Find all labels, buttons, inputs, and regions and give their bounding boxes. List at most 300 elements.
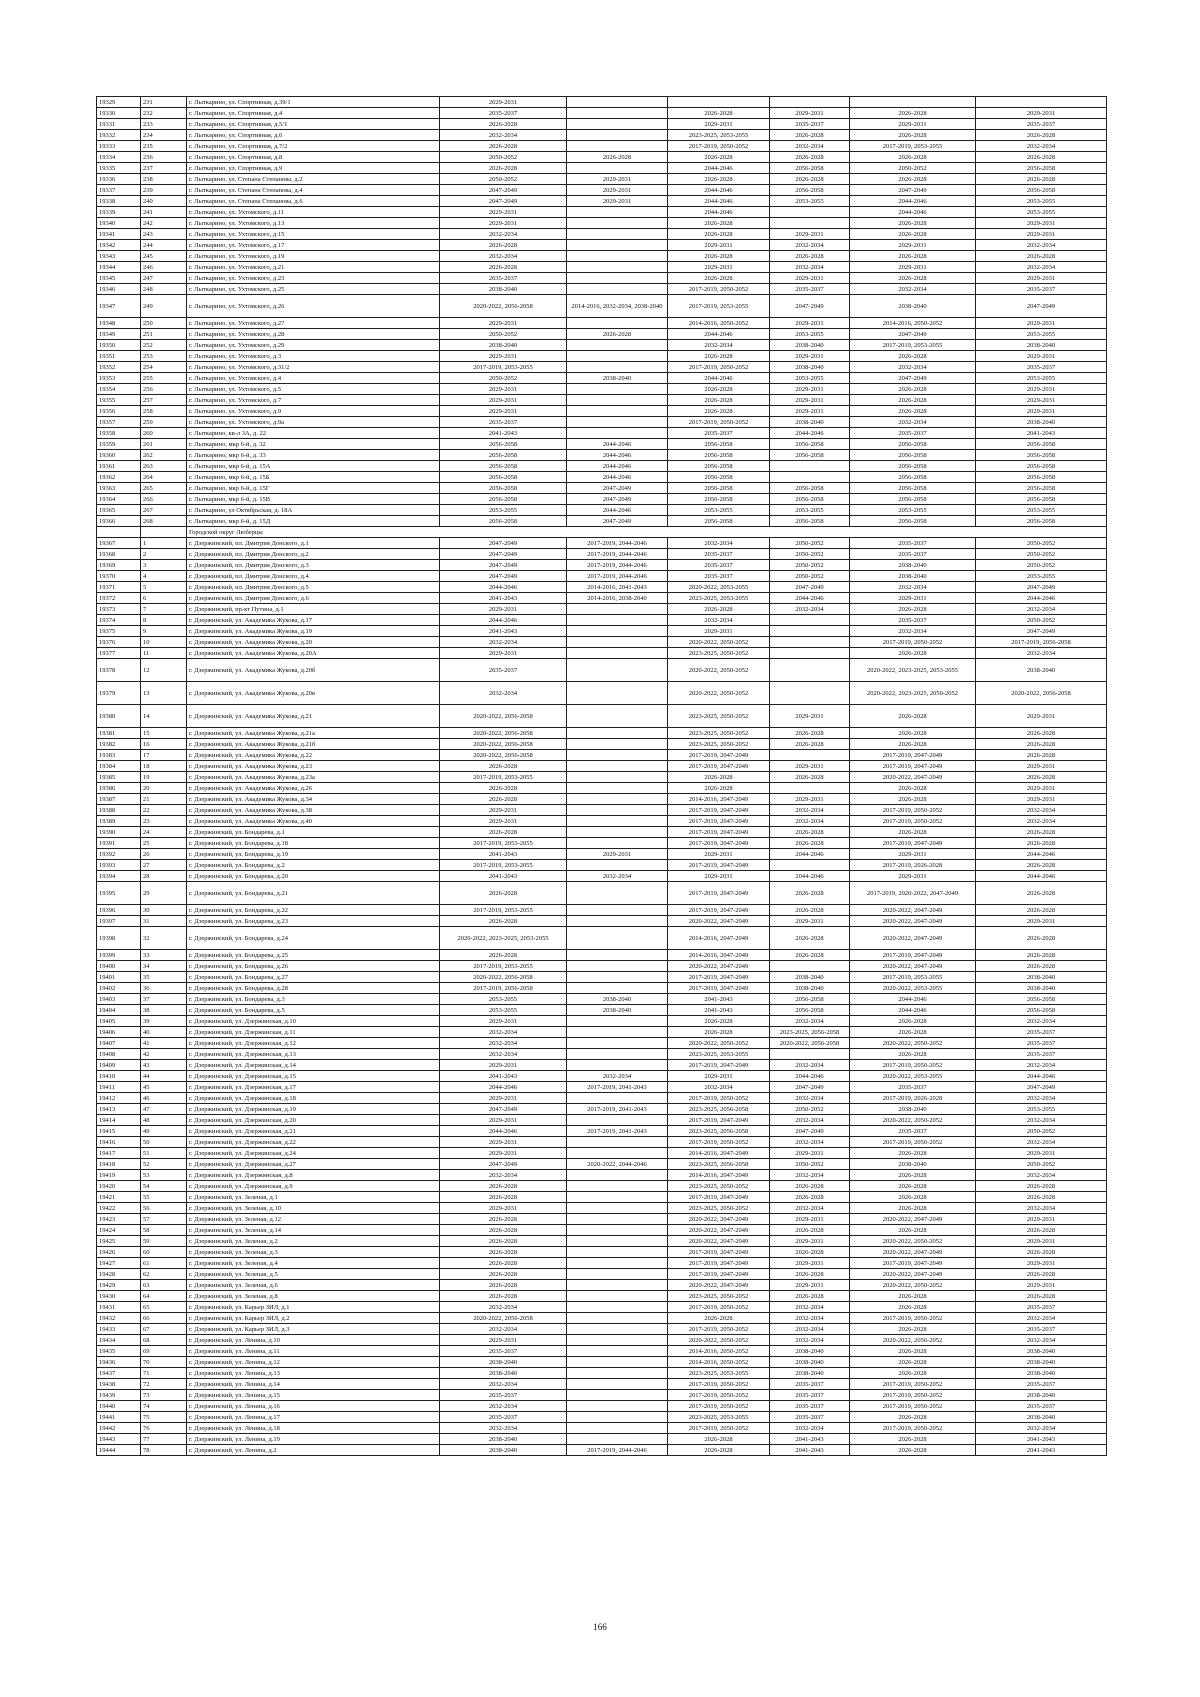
table-cell: г. Дзержинский, ул. Ленина, д.13: [187, 1368, 440, 1379]
table-cell: 2038-2040: [770, 983, 850, 994]
table-cell: 19373: [97, 604, 141, 615]
table-cell: 2026-2028: [440, 1214, 567, 1225]
table-cell: 2053-2055: [976, 329, 1107, 340]
table-cell: 2026-2028: [770, 1192, 850, 1203]
table-cell: 2032-2034: [976, 1137, 1107, 1148]
table-cell: 2014-2016, 2041-2043: [567, 582, 668, 593]
table-cell: 2029-2031: [440, 1137, 567, 1148]
table-cell: 19339: [97, 207, 141, 218]
table-row: [97, 1269, 1107, 1280]
table-cell: [567, 615, 668, 626]
table-cell: 57: [141, 1214, 187, 1225]
table-cell: 2026-2028: [770, 130, 850, 141]
table-cell: 2026-2028: [976, 860, 1107, 871]
table-cell: [567, 108, 668, 119]
table-cell: 2047-2049: [440, 1159, 567, 1170]
table-cell: 6: [141, 593, 187, 604]
schedule-table-body: [97, 97, 1107, 1456]
table-cell: 2029-2031: [850, 849, 976, 860]
table-cell: [668, 97, 770, 108]
table-cell: 2047-2049: [440, 560, 567, 571]
table-row: [97, 1302, 1107, 1313]
table-cell: 2029-2031: [770, 351, 850, 362]
table-cell: 2032-2034: [668, 1082, 770, 1093]
table-cell: [567, 229, 668, 240]
table-cell: 2047-2049: [440, 549, 567, 560]
table-cell: 2056-2058: [976, 483, 1107, 494]
table-cell: 2038-2040: [976, 1346, 1107, 1357]
table-cell: 19350: [97, 340, 141, 351]
table-cell: 19338: [97, 196, 141, 207]
table-cell: 262: [141, 450, 187, 461]
table-cell: [770, 961, 850, 972]
table-cell: 75: [141, 1412, 187, 1423]
table-cell: 2017-2019, 2047-2049: [668, 983, 770, 994]
table-cell: 2029-2031: [976, 783, 1107, 794]
table-cell: 2020-2022, 2047-2049: [668, 1236, 770, 1247]
table-cell: [850, 97, 976, 108]
table-cell: 268: [141, 516, 187, 527]
table-cell: 2056-2058: [770, 439, 850, 450]
table-cell: 2032-2034: [976, 816, 1107, 827]
table-cell: 19442: [97, 1423, 141, 1434]
table-cell: 2026-2028: [850, 1302, 976, 1313]
table-cell: 2029-2031: [976, 351, 1107, 362]
table-cell: 2038-2040: [440, 1445, 567, 1456]
table-cell: 2026-2028: [976, 1269, 1107, 1280]
table-cell: 2023-2025, 2056-2058: [668, 1159, 770, 1170]
table-cell: 2038-2040: [976, 659, 1107, 682]
table-cell: 260: [141, 428, 187, 439]
table-cell: 2017-2019, 2026-2028: [850, 860, 976, 871]
table-cell: 2044-2046: [850, 1005, 976, 1016]
table-row: [97, 1445, 1107, 1456]
table-cell: [567, 395, 668, 406]
table-cell: 19341: [97, 229, 141, 240]
table-cell: 2029-2031: [668, 849, 770, 860]
table-row: [97, 794, 1107, 805]
table-cell: 2053-2055: [976, 571, 1107, 582]
table-cell: 235: [141, 141, 187, 152]
table-cell: г. Дзержинский, ул. Ленина, д.15: [187, 1390, 440, 1401]
table-cell: 2017-2019, 2026-2028: [850, 1093, 976, 1104]
table-cell: 2029-2031: [440, 1148, 567, 1159]
table-cell: 2038-2040: [770, 972, 850, 983]
table-cell: 43: [141, 1060, 187, 1071]
table-cell: 2014-2016, 2032-2034, 2038-2040: [567, 295, 668, 318]
table-cell: 2023-2025, 2050-2052: [668, 1291, 770, 1302]
table-row: [97, 1159, 1107, 1170]
table-cell: г. Дзержинский, ул. Бондарева, д.5: [187, 1005, 440, 1016]
table-cell: 2056-2058: [668, 472, 770, 483]
table-cell: 19382: [97, 739, 141, 750]
table-cell: 2029-2031: [440, 395, 567, 406]
table-cell: [567, 1291, 668, 1302]
table-cell: 19379: [97, 682, 141, 705]
table-cell: 2032-2034: [976, 648, 1107, 659]
table-cell: 2056-2058: [668, 450, 770, 461]
table-row: [97, 593, 1107, 604]
table-cell: г. Дзержинский, ул. Дзержинская, д.8: [187, 1170, 440, 1181]
table-row: [97, 1126, 1107, 1137]
table-cell: г. Лыткарино, ул. Степана Степанова, д.2: [187, 174, 440, 185]
table-cell: 2020-2022, 2050-2052: [850, 1038, 976, 1049]
table-cell: 261: [141, 439, 187, 450]
table-cell: 2035-2037: [770, 284, 850, 295]
table-cell: [567, 838, 668, 849]
table-cell: 19441: [97, 1412, 141, 1423]
table-cell: 19360: [97, 450, 141, 461]
table-cell: г. Дзержинский, ул. Бондарева, д.19: [187, 849, 440, 860]
table-cell: 2029-2031: [850, 593, 976, 604]
table-cell: 2026-2028: [668, 108, 770, 119]
table-cell: 2029-2031: [770, 916, 850, 927]
table-cell: 2029-2031: [770, 384, 850, 395]
table-cell: 2026-2028: [770, 739, 850, 750]
table-cell: 2035-2037: [850, 1082, 976, 1093]
table-row: [97, 483, 1107, 494]
table-cell: г. Лыткарино, ул. Ухтомского, д.29: [187, 340, 440, 351]
section-title: Городской округ Люберцы: [187, 527, 1107, 538]
table-cell: 2041-2043: [976, 1434, 1107, 1445]
table-cell: 2050-2052: [770, 571, 850, 582]
table-cell: 248: [141, 284, 187, 295]
table-cell: 2053-2055: [770, 505, 850, 516]
table-cell: 2056-2058: [770, 185, 850, 196]
table-cell: 19395: [97, 882, 141, 905]
table-cell: 2029-2031: [440, 604, 567, 615]
schedule-sheet: [96, 96, 1106, 1456]
table-cell: 19345: [97, 273, 141, 284]
table-cell: 47: [141, 1104, 187, 1115]
table-cell: 2026-2028: [668, 604, 770, 615]
table-cell: 2032-2034: [770, 1335, 850, 1346]
table-row: [97, 648, 1107, 659]
table-cell: 19361: [97, 461, 141, 472]
table-cell: 2017-2019, 2053-2055: [850, 141, 976, 152]
table-cell: 2026-2028: [850, 1412, 976, 1423]
table-cell: 2026-2028: [440, 761, 567, 772]
table-cell: 2035-2037: [976, 1401, 1107, 1412]
table-row: [97, 450, 1107, 461]
table-cell: 19353: [97, 373, 141, 384]
table-cell: 2056-2058: [440, 483, 567, 494]
table-cell: 19387: [97, 794, 141, 805]
table-cell: г. Дзержинский, ул. Дзержинская, д.14: [187, 1060, 440, 1071]
table-cell: 2032-2034: [976, 805, 1107, 816]
table-cell: 2044-2046: [976, 871, 1107, 882]
table-row: [97, 174, 1107, 185]
table-cell: г. Дзержинский, ул. Ленина, д.2: [187, 1445, 440, 1456]
table-cell: 2029-2031: [976, 395, 1107, 406]
table-cell: 2020-2022, 2023-2025, 2050-2052: [850, 682, 976, 705]
table-cell: [567, 761, 668, 772]
table-cell: 2026-2028: [770, 882, 850, 905]
table-cell: 2044-2046: [976, 1071, 1107, 1082]
table-cell: 2020-2022, 2056-2058: [770, 1038, 850, 1049]
table-cell: 2038-2040: [976, 983, 1107, 994]
table-cell: 2044-2046: [976, 593, 1107, 604]
table-cell: 19410: [97, 1071, 141, 1082]
table-cell: 239: [141, 185, 187, 196]
table-cell: г. Лыткарино, ул. Ухтомского, д.23: [187, 273, 440, 284]
table-cell: 2014-2016, 2047-2049: [668, 1148, 770, 1159]
table-cell: 19362: [97, 472, 141, 483]
table-cell: 2056-2058: [668, 516, 770, 527]
table-cell: 19399: [97, 950, 141, 961]
table-cell: [567, 1434, 668, 1445]
table-row: [97, 571, 1107, 582]
table-cell: 2020-2022, 2047-2049: [850, 916, 976, 927]
table-cell: 2026-2028: [850, 1049, 976, 1060]
table-cell: 19414: [97, 1115, 141, 1126]
table-cell: г. Дзержинский, ул. Зеленая, д.1: [187, 1192, 440, 1203]
table-cell: [567, 705, 668, 728]
table-cell: 35: [141, 972, 187, 983]
table-cell: 19331: [97, 119, 141, 130]
table-cell: 2026-2028: [850, 783, 976, 794]
table-cell: 19364: [97, 494, 141, 505]
table-cell: 25: [141, 838, 187, 849]
table-cell: 2032-2034: [770, 1115, 850, 1126]
table-cell: г. Дзержинский, ул. Ленина, д.10: [187, 1335, 440, 1346]
table-cell: г. Лыткарино, ул. Ухтомского, д.27: [187, 318, 440, 329]
table-cell: 2017-2019, 2050-2052: [850, 805, 976, 816]
table-cell: 2032-2034: [440, 1027, 567, 1038]
table-cell: 2044-2046: [668, 207, 770, 218]
table-cell: 2026-2028: [440, 882, 567, 905]
table-cell: 2026-2028: [850, 1203, 976, 1214]
table-cell: 2020-2022, 2056-2058: [976, 682, 1107, 705]
table-cell: [567, 1346, 668, 1357]
table-cell: г. Дзержинский, ул. Бондарева, д.22: [187, 905, 440, 916]
table-cell: 19357: [97, 417, 141, 428]
table-cell: 2029-2031: [440, 1016, 567, 1027]
table-cell: г. Лыткарино, ул. Ухтомского, д.25: [187, 284, 440, 295]
table-cell: 2026-2028: [668, 1434, 770, 1445]
table-cell: 2017-2019, 2047-2049: [668, 1192, 770, 1203]
table-cell: 2029-2031: [770, 1236, 850, 1247]
table-cell: 2023-2025, 2050-2052: [668, 728, 770, 739]
table-cell: 2017-2019, 2041-2043: [567, 1126, 668, 1137]
table-cell: 2032-2034: [770, 816, 850, 827]
table-cell: [567, 406, 668, 417]
table-cell: 2026-2028: [668, 1016, 770, 1027]
table-cell: 2017-2019, 2047-2049: [850, 838, 976, 849]
table-cell: 2038-2040: [567, 1005, 668, 1016]
table-cell: 2032-2034: [976, 604, 1107, 615]
table-cell: 40: [141, 1027, 187, 1038]
table-cell: 2029-2031: [976, 1236, 1107, 1247]
table-cell: 2029-2031: [850, 240, 976, 251]
table-cell: [567, 218, 668, 229]
table-cell: 2017-2019, 2044-2046: [567, 571, 668, 582]
table-cell: 19358: [97, 428, 141, 439]
table-cell: 2038-2040: [850, 571, 976, 582]
table-cell: 41: [141, 1038, 187, 1049]
table-cell: г. Дзержинский, ул. Академика Жукова, д.17: [187, 615, 440, 626]
table-cell: 19334: [97, 152, 141, 163]
table-cell: 19335: [97, 163, 141, 174]
table-cell: 2035-2037: [976, 1027, 1107, 1038]
table-row: [97, 1049, 1107, 1060]
table-cell: г. Дзержинский, ул. Ленина, д.16: [187, 1401, 440, 1412]
table-row: [97, 772, 1107, 783]
table-cell: 2017-2019, 2041-2043: [567, 1082, 668, 1093]
table-cell: 19396: [97, 905, 141, 916]
table-cell: 2026-2028: [850, 130, 976, 141]
table-cell: 2026-2028: [668, 384, 770, 395]
table-cell: 2029-2031: [567, 196, 668, 207]
table-cell: 2032-2034: [976, 1423, 1107, 1434]
table-cell: 2020-2022, 2047-2049: [668, 1280, 770, 1291]
table-cell: 19433: [97, 1324, 141, 1335]
table-row: [97, 141, 1107, 152]
table-cell: [567, 1027, 668, 1038]
table-cell: 2032-2034: [976, 1313, 1107, 1324]
table-cell: 2014-2016, 2050-2052: [668, 1346, 770, 1357]
table-cell: 2017-2019, 2047-2049: [668, 972, 770, 983]
table-cell: 19415: [97, 1126, 141, 1137]
table-cell: 2047-2049: [440, 196, 567, 207]
table-cell: 2038-2040: [770, 417, 850, 428]
table-cell: 2035-2037: [440, 1412, 567, 1423]
table-cell: 2026-2028: [668, 229, 770, 240]
table-cell: 19333: [97, 141, 141, 152]
table-cell: 2026-2028: [770, 1225, 850, 1236]
table-cell: 2017-2019, 2053-2055: [440, 860, 567, 871]
table-cell: г. Лыткарино, мкр 6-й, д. 15А: [187, 461, 440, 472]
table-cell: 2029-2031: [668, 871, 770, 882]
table-cell: 2029-2031: [976, 1148, 1107, 1159]
table-cell: 2017-2019, 2050-2052: [668, 1379, 770, 1390]
table-cell: [567, 1335, 668, 1346]
table-cell: 2017-2019, 2053-2055: [440, 961, 567, 972]
table-cell: 2026-2028: [770, 827, 850, 838]
table-cell: 2023-2025, 2050-2052: [668, 1181, 770, 1192]
table-cell: 2032-2034: [770, 240, 850, 251]
table-cell: 2044-2046: [668, 373, 770, 384]
table-cell: 2032-2034: [976, 1115, 1107, 1126]
table-cell: 2026-2028: [770, 251, 850, 262]
table-cell: 2029-2031: [668, 626, 770, 637]
table-cell: 32: [141, 927, 187, 950]
table-cell: 2020-2022, 2053-2055: [850, 983, 976, 994]
table-cell: г. Дзержинский, ул. Ленина, д.17: [187, 1412, 440, 1423]
table-cell: 2032-2034: [668, 538, 770, 549]
table-cell: 2020-2022, 2047-2049: [850, 772, 976, 783]
table-cell: 2020-2022, 2047-2049: [850, 1214, 976, 1225]
table-cell: 2029-2031: [440, 406, 567, 417]
table-cell: 4: [141, 571, 187, 582]
table-cell: 2017-2019, 2047-2049: [668, 1060, 770, 1071]
table-cell: 2032-2034: [770, 1093, 850, 1104]
table-cell: 2038-2040: [440, 284, 567, 295]
table-cell: 2026-2028: [976, 251, 1107, 262]
table-cell: 19394: [97, 871, 141, 882]
table-cell: 2035-2037: [850, 1126, 976, 1137]
table-cell: 2032-2034: [440, 130, 567, 141]
table-cell: 254: [141, 362, 187, 373]
table-cell: 19368: [97, 549, 141, 560]
table-cell: 2026-2028: [668, 395, 770, 406]
table-row: [97, 505, 1107, 516]
table-cell: 2017-2019, 2050-2052: [668, 284, 770, 295]
table-cell: 2026-2028: [850, 273, 976, 284]
table-cell: 2056-2058: [976, 163, 1107, 174]
table-cell: 2026-2028: [850, 351, 976, 362]
table-cell: г. Дзержинский, ул. Академика Жукова, д.34: [187, 794, 440, 805]
table-cell: 2020-2022, 2044-2046: [567, 1159, 668, 1170]
table-cell: 2047-2049: [440, 1104, 567, 1115]
table-cell: 2026-2028: [850, 174, 976, 185]
table-cell: 19375: [97, 626, 141, 637]
table-cell: 2026-2028: [567, 329, 668, 340]
table-row: [97, 1005, 1107, 1016]
table-cell: 2026-2028: [850, 1225, 976, 1236]
table-cell: 2017-2019, 2044-2046: [567, 549, 668, 560]
table-cell: 2023-2025, 2050-2052: [668, 1203, 770, 1214]
table-cell: г. Дзержинский, ул. Зеленая, д.12: [187, 1214, 440, 1225]
table-cell: [567, 739, 668, 750]
table-cell: 19336: [97, 174, 141, 185]
table-cell: 2029-2031: [976, 1214, 1107, 1225]
table-cell: 26: [141, 849, 187, 860]
table-cell: 2029-2031: [440, 1203, 567, 1214]
table-cell: 2056-2058: [668, 439, 770, 450]
table-cell: 2044-2046: [567, 461, 668, 472]
table-row: [97, 783, 1107, 794]
table-cell: 2026-2028: [668, 1445, 770, 1456]
table-cell: 2029-2031: [976, 705, 1107, 728]
table-cell: 2026-2028: [850, 1434, 976, 1445]
table-cell: 2026-2028: [440, 1291, 567, 1302]
table-cell: г. Дзержинский, ул. Дзержинская, д.9: [187, 1181, 440, 1192]
table-cell: [567, 927, 668, 950]
table-row: [97, 373, 1107, 384]
table-cell: 19342: [97, 240, 141, 251]
table-cell: 2023-2025, 2053-2055: [668, 593, 770, 604]
table-row: [97, 1104, 1107, 1115]
table-row: [97, 130, 1107, 141]
table-cell: г. Лыткарино, мкр 6-й, д. 15Б: [187, 472, 440, 483]
table-cell: 2026-2028: [770, 1247, 850, 1258]
table-cell: 2044-2046: [850, 196, 976, 207]
table-cell: 19377: [97, 648, 141, 659]
table-cell: 2050-2052: [976, 549, 1107, 560]
table-row: [97, 1225, 1107, 1236]
table-cell: 2032-2034: [976, 1060, 1107, 1071]
table-cell: 19363: [97, 483, 141, 494]
table-cell: 19348: [97, 318, 141, 329]
table-row: [97, 384, 1107, 395]
table-cell: г. Дзержинский, ул. Ленина, д.12: [187, 1357, 440, 1368]
table-cell: 19424: [97, 1225, 141, 1236]
table-cell: 19434: [97, 1335, 141, 1346]
table-cell: [567, 1379, 668, 1390]
table-cell: 2026-2028: [440, 1225, 567, 1236]
table-cell: 2023-2025, 2056-2058: [668, 1104, 770, 1115]
table-cell: 2035-2037: [770, 119, 850, 130]
table-row: [97, 362, 1107, 373]
table-cell: 2023-2025, 2053-2055: [668, 1368, 770, 1379]
table-cell: г. Дзержинский, пл. Дмитрия Донского, д.5: [187, 582, 440, 593]
table-row: [97, 406, 1107, 417]
table-cell: г. Дзержинский, ул. Академика Жукова, д.22: [187, 750, 440, 761]
table-cell: 37: [141, 994, 187, 1005]
table-cell: 2020-2022, 2023-2025, 2053-2055: [440, 927, 567, 950]
table-cell: 2038-2040: [567, 373, 668, 384]
